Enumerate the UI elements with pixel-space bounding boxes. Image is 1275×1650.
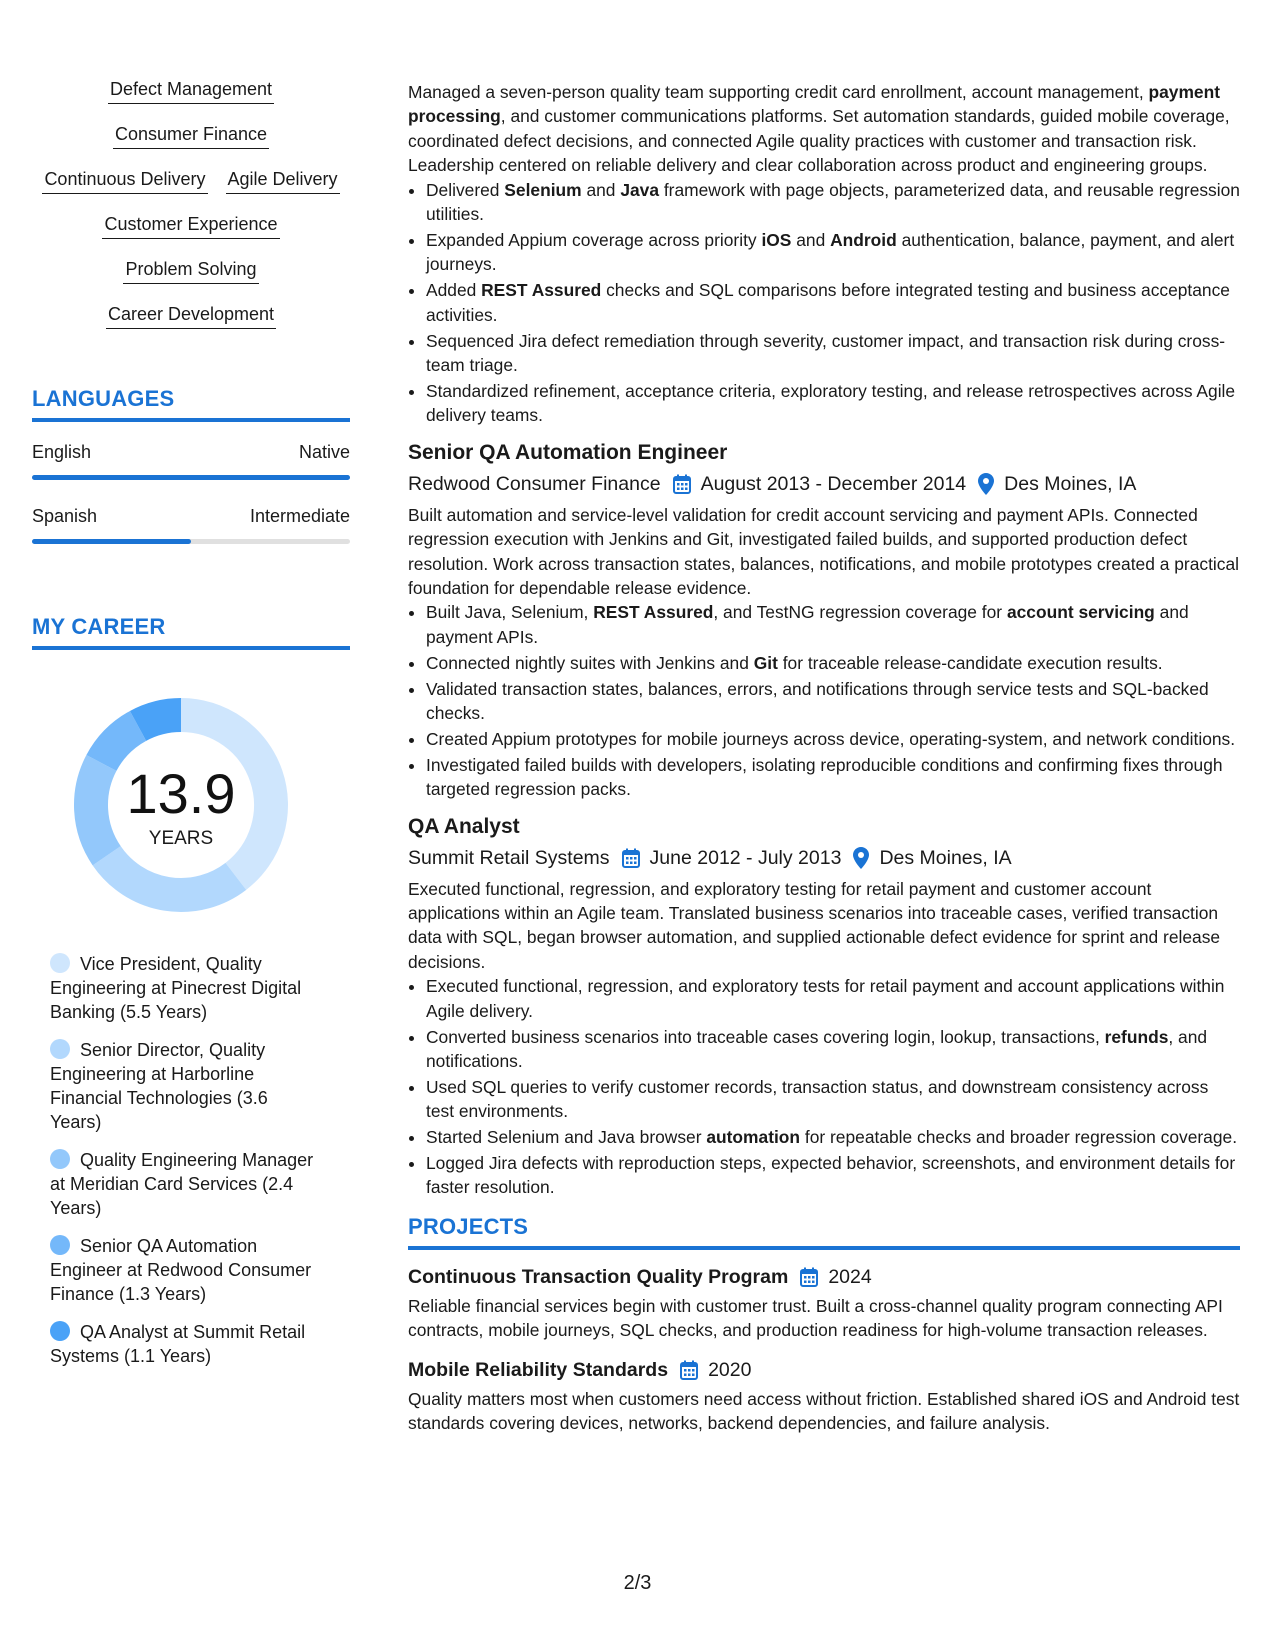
skill-tag: Continuous Delivery (42, 168, 207, 194)
project-year: 2024 (828, 1265, 872, 1288)
legend-dot (50, 1235, 70, 1255)
job-company: Redwood Consumer Finance (408, 472, 661, 495)
section-heading-languages: LANGUAGES (32, 386, 350, 422)
language-item (32, 442, 350, 480)
project-title: Continuous Transaction Quality Program (408, 1265, 789, 1288)
job-bullet: • Logged Jira defects with reproduction steps, expected behavior, screenshots, and environment details for faster resolution. (426, 1151, 1240, 1200)
career-total-unit: YEARS (148, 828, 214, 849)
projects-section (408, 1214, 1240, 1436)
job-location: Des Moines, IA (1004, 472, 1137, 495)
calendar-icon (673, 474, 691, 494)
career-legend (32, 952, 350, 1368)
job-entry (408, 80, 1240, 428)
career-legend-item: Quality Engineering Manager at Meridian Card Services (2.4 Years) (50, 1150, 314, 1218)
job-summary: Built automation and service-level validation for credit account servicing and payment APIs. Connected regression execution with Jenkins and Git, investigated failed builds, and supported production defect resolution. Work across transaction states, balances, notifications, and mobile prototypes created a practical foundation for dependable release evidence. (408, 504, 1239, 598)
job-meta (408, 471, 1240, 497)
job-bullet: • Converted business scenarios into traceable cases covering login, lookup, transactions, refunds, and notifications. (426, 1025, 1240, 1074)
career-total-years: 13.9 (126, 762, 236, 825)
job-bullet: • Investigated failed builds with developers, isolating reproducible conditions and confirming fixes through targeted regression packs. (426, 753, 1240, 802)
job-dates: August 2013 - December 2014 (700, 472, 967, 495)
right-column (408, 80, 1240, 1435)
career-legend-item: Vice President, Quality Engineering at Pinecrest Digital Banking (5.5 Years) (50, 954, 302, 1022)
location-pin-icon (978, 473, 994, 495)
legend-dot (50, 1321, 70, 1341)
job-title: Senior QA Automation Engineer (408, 440, 728, 464)
job-entry (408, 440, 1240, 802)
skill-tag: Defect Management (108, 78, 274, 104)
project-entry (408, 1357, 1240, 1436)
section-heading-career: MY CAREER (32, 614, 350, 650)
job-bullet: • Started Selenium and Java browser automation for repeatable checks and broader regression coverage. (426, 1125, 1240, 1149)
job-company: Summit Retail Systems (408, 846, 610, 869)
career-legend-item: QA Analyst at Summit Retail Systems (1.1 Years) (50, 1322, 306, 1366)
language-level-fill (32, 539, 191, 544)
project-header (408, 1264, 1240, 1290)
project-header (408, 1357, 1240, 1383)
job-bullet: • Built Java, Selenium, REST Assured, and TestNG regression coverage for account servicing and payment APIs. (426, 600, 1240, 649)
project-description: Quality matters most when customers need access without friction. Established shared iOS and Android test standards covering devices, networks, backend dependencies, and failure analysis. (408, 1388, 1240, 1434)
language-level: Intermediate (249, 506, 350, 526)
languages-section (32, 386, 350, 544)
job-bullet: • Used SQL queries to verify customer records, transaction status, and downstream consistency across test environments. (426, 1075, 1240, 1124)
job-entry (408, 814, 1240, 1200)
job-bullet: • Standardized refinement, acceptance criteria, exploratory testing, and release retrospectives across Agile delivery teams. (426, 379, 1240, 428)
language-name: English (32, 442, 92, 462)
calendar-icon (800, 1267, 818, 1287)
job-title: QA Analyst (408, 814, 520, 838)
job-location: Des Moines, IA (879, 846, 1012, 869)
legend-dot (50, 953, 70, 973)
project-entry (408, 1264, 1240, 1343)
skill-tag: Consumer Finance (113, 123, 269, 149)
job-summary: Executed functional, regression, and exploratory testing for retail payment and customer account applications within an Agile team. Translated business scenarios into traceable cases, verified transaction data with SQL, began browser automation, and supplied actionable defect evidence for sprint and release decisions. (408, 878, 1221, 972)
skill-tag: Customer Experience (102, 213, 279, 239)
job-meta (408, 845, 1240, 871)
job-bullet: • Created Appium prototypes for mobile journeys across device, operating-system, and network conditions. (426, 727, 1240, 751)
project-description: Reliable financial services begin with customer trust. Built a cross-channel quality program connecting API contracts, mobile journeys, SQL checks, and production readiness for high-volume transaction releases. (408, 1295, 1223, 1341)
job-bullet: • Delivered Selenium and Java framework with page objects, parameterized data, and reusable regression utilities. (426, 178, 1240, 227)
calendar-icon (622, 848, 640, 868)
career-section (32, 614, 350, 1368)
job-bullet: • Executed functional, regression, and exploratory tests for retail payment and account applications within Agile delivery. (426, 974, 1240, 1023)
language-level-bar (32, 475, 350, 480)
language-level: Native (298, 442, 350, 462)
calendar-icon (680, 1360, 698, 1380)
language-item (32, 506, 350, 544)
job-bullet: • Connected nightly suites with Jenkins and Git for traceable release-candidate execution results. (426, 651, 1240, 675)
legend-dot (50, 1039, 70, 1059)
job-summary: Managed a seven-person quality team supporting credit card enrollment, account management, payment processing, and customer communications platforms. Set automation standards, guided mobile coverage, coordinated defect decisions, and connected Agile quality practices with customer and transaction risk. Leadership centered on reliable delivery and clear collaboration across product and engineering groups. (408, 82, 1230, 176)
skills-list (32, 78, 350, 348)
language-level-bar (32, 539, 350, 544)
page-number: 2/3 (623, 1572, 652, 1594)
legend-dot (50, 1149, 70, 1169)
skill-tag: Agile Delivery (226, 168, 340, 194)
job-bullet: • Sequenced Jira defect remediation through severity, customer impact, and transaction risk during cross-team triage. (426, 329, 1240, 378)
section-heading-projects: PROJECTS (408, 1214, 1240, 1250)
skill-tag: Career Development (106, 303, 276, 329)
job-bullets (408, 600, 1240, 801)
career-legend-item: Senior Director, Quality Engineering at Harborline Financial Technologies (3.6 Years) (50, 1040, 268, 1132)
skill-tag: Problem Solving (123, 258, 258, 284)
job-bullets (408, 974, 1240, 1200)
language-name: Spanish (32, 506, 98, 526)
job-bullet: • Validated transaction states, balances, errors, and notifications through service tests and SQL-backed checks. (426, 677, 1240, 726)
career-legend-item: Senior QA Automation Engineer at Redwood Consumer Finance (1.3 Years) (50, 1236, 312, 1304)
project-title: Mobile Reliability Standards (408, 1358, 669, 1381)
job-dates: June 2012 - July 2013 (649, 846, 842, 869)
career-donut-chart (66, 690, 296, 920)
job-bullets (408, 178, 1240, 428)
location-pin-icon (853, 847, 869, 869)
project-year: 2020 (708, 1358, 752, 1381)
job-bullet: • Expanded Appium coverage across priority iOS and Android authentication, balance, payment, and alert journeys. (426, 228, 1240, 277)
job-bullet: • Added REST Assured checks and SQL comparisons before integrated testing and business acceptance activities. (426, 278, 1240, 327)
language-level-fill (32, 475, 350, 480)
left-column (32, 78, 350, 1382)
